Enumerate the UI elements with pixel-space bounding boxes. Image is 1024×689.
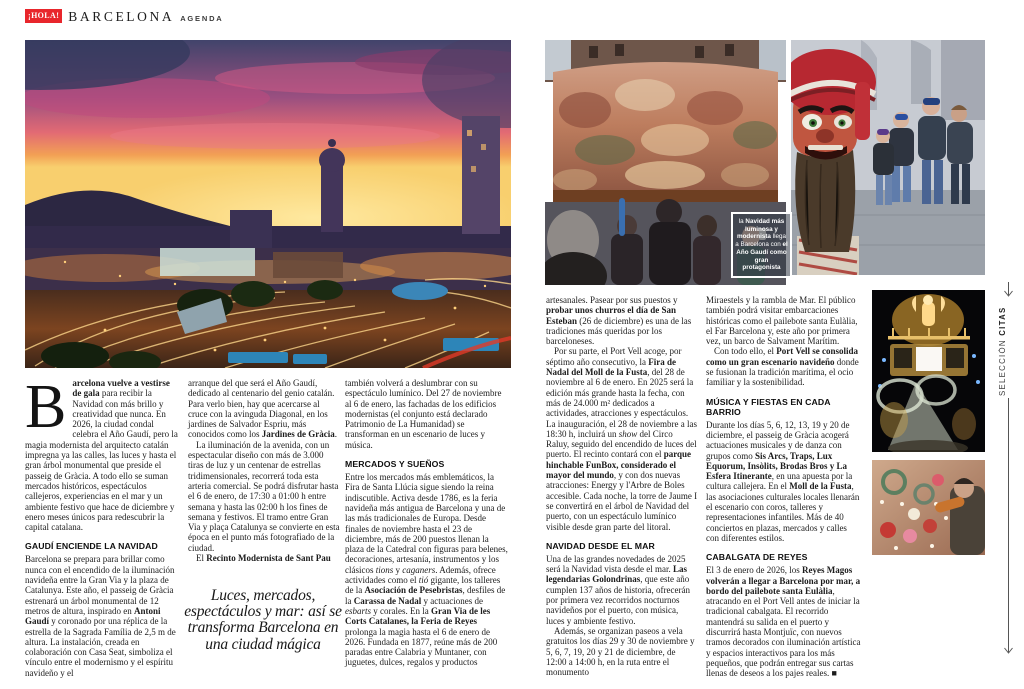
heading-gaudi-enciende: GAUDÍ ENCIENDE LA NAVIDAD [25,541,158,552]
parade-float-illustration [872,290,985,452]
ornaments-illustration [872,460,985,555]
paragraph-port-vell: Por su parte, el Port Vell acoge, por séptimo año consecutivo, la Fira de Nadal del Moll de la Fusta, del 28 de noviembre al 6 de enero. En 2025 será la edición más grande hasta la fecha, con más de 24.000 m² dedicados a actividades, atracciones y espectáculos. La inauguración, el 28 de noviembre a las 18:30 h, incluirá un show del Circo Raluy, seguido del encendido de luces del puerto. El recinto contará con el parque hinchable FunBox, considerado el mayor del mundo, y con dos nuevas atracciones: Energy y l'Arbre de Boles accesible. Cada noche, la torre de Jaume I se convertirá en el árbol de Navidad del puerto, con un espectáculo lumínico visible desde gran parte del litoral. [546,346,698,532]
column-two [188,378,340,563]
photo-giant-head-parade [791,40,985,275]
sidebar-section-label [998,304,1007,396]
paragraph-recinto: El Recinto Modernista de Sant Pau [196,553,331,564]
brand-title: BARCELONA [68,9,175,24]
placa-catalunya-illustration [25,40,511,368]
paragraph-churros: artesanales. Pasear por sus puestos y probar unos churros el día de San Esteban (26 de diciembre) es una de las tradiciones más queridas por los barceloneses. [546,295,692,347]
intro-paragraph [25,373,178,533]
paragraph-gaudi: Barcelona se prepara para brillar como nunca con el encendido de la iluminación navideña entre la Gran Via y la plaza de Catalunya. Este año, el passeig de Gràcia estrenará un árbol monumental de 12 metros de altura, inspirado en Antoni Gaudí y coronado por una réplica de la estrella de la Sagrada Família de 2,5 m de altura. La instalación, creada en colaboración con Casa Seat, simboliza el vínculo entre el modernismo y el espíritu navideño y el [25,554,176,678]
hola-logo: ¡HOLA! [25,9,62,23]
photo-market-ornaments [872,460,985,555]
column-three [345,378,508,668]
heading-mercados: MERCADOS Y SUEÑOS [345,459,445,470]
column-intro [25,373,178,678]
paragraph-iluminacion: La iluminación de la avenida, con un espectacular diseño con más de 3.000 tiras de luz y un centenar de estrellas tridimensionales, recorrerá toda esta arteria comercial. Se podrá disfrutar hasta el 6 de enero, de 17:30 a 01:00 h entre semana y hasta las 02:00 h los fines de semana y festivos. El tramo entre Gran Via y plaça Catalunya se convierte en esta época en el punto más fotografiado de la ciudad. [188,439,340,553]
heading-navidad-mar: NAVIDAD DESDE EL MAR [546,540,655,551]
paragraph-golondrinas: Una de las grandes novedades de 2025 será la Navidad vista desde el mar. Las legendarias Golondrinas, que este año cumplen 137 años de historia, ofrecerán por primera vez recorridos nocturnos navideños por el puerto, con música, luces y ambiente festivo. [546,553,690,626]
heading-cabalgata: CABALGATA DE REYES [706,552,808,563]
column-four [546,295,698,677]
paragraph-ano-gaudi: arranque del que será el Año Gaudí, dedicado al centenario del genio catalán. Para verlo bien, hay que acercarse al cruce con la avinguda Diagonal, en los jardines de Salvador Espriu, más conocidos como los Jardines de Gràcia. [188,378,337,440]
sidebar-label-selection: SELECCIÓN [998,335,1007,396]
photo-kings-parade-float [872,290,985,452]
intro-text: arcelona vuelve a vestirse de gala para recibir la Navidad con más brillo y creatividad que nunca. En 2026, la ciudad condal celebra el Año Gaudí, pero la magia modernista del arquitecto catalán impregna ya las calles, las luces y hasta el gran árbol monumental que preside el passeig de Gràcia. A todo ello se suman mercados históricos, espectáculos callejeros, experiencias en el mar y un ambiente festivo que hace de diciembre y enero meses únicos para redescubrir la capital catalana. [25,378,178,533]
photo-caption: la Navidad más luminosa y modernista llega a Barcelona con el Año Gaudí como gran protagonista [731,212,792,278]
down-arrow-line-icon [1003,398,1014,660]
paragraph-espectaculo: también volverá a deslumbrar con su espectáculo lumínico. Del 27 de noviembre al 6 de enero, las fachadas de los edificios modernistas (el conjunto está declarado Patrimonio de La Humanidad) se transforman en un escenario de luces y música. [345,378,502,450]
drop-cap: B [25,373,67,441]
column-five [706,295,861,679]
paragraph-miraestels: Miraestels y la rambla de Mar. El público también podrá visitar embarcaciones históricas como el pailebote santa Eulàlia, el Far Barcelona y, este año por primera vez, un barco de Salvament Marítim. [706,295,858,347]
paragraph-mercados: Entre los mercados más emblemáticos, la Fira de Santa Llúcia sigue siendo la reina indiscutible. Activa desde 1786, es la feria navideña más antigua de Barcelona y una de las más tradicionales de Europa. Desde finales de noviembre hasta el 23 de diciembre, más de 200 puestos llenan la plaza de la Catedral con figuras para belenes, decoraciones, artesanía, instrumentos y los clásicos tions y caganers. Además, ofrece actividades como el tió gigante, los talleres de la Asociación de Pesebristas, desfiles de la Carassa de Nadal y actuaciones de esbarts y corales. En la Gran Via de les Corts Catalanes, la Feria de Reyes prolonga la magia hasta el 6 de enero de 2026. Fundada en 1877, reúne más de 200 paradas entre Calabria y Muntaner, con juguetes, dulces, regalos y productos [345,472,508,668]
photo-placa-catalunya [25,40,511,368]
pull-quote: Luces, mercados, espectáculos y mar: así se transforma Barcelona en una ciudad mágica [184,587,342,653]
sidebar-label-citas: CITAS [998,306,1007,336]
down-arrow-icon [1003,282,1014,302]
section-label: AGENDA [180,14,224,23]
paragraph-cabalgata: El 3 de enero de 2026, los Reyes Magos volverán a llegar a Barcelona por mar, a bordo del pailebote santa Eulàlia, atracando en el Port Vell antes de iniciar la tradicional cabalgata. El recorrido mantendrá su salida en el puerto y discurrirá hasta Montjuïc, con nuevos tramos decorados con iluminación artística y espacios interactivos para los más pequeños, que podrán entregar sus cartas llenas de deseos a los pajes reales. ■ [706,565,861,679]
heading-musica-fiestas: MÚSICA Y FIESTAS EN CADA BARRIO [706,396,831,417]
paragraph-escenario: Con todo ello, el Port Vell se consolida como un gran escenario navideño donde se fusionan la tradición marítima, el ocio familiar y la sostenibilidad. [706,346,859,388]
page-header [25,9,224,23]
paragraph-paseos-vela: Además, se organizan paseos a vela gratuitos los días 29 y 30 de noviembre y 5, 6, 7, 19, 20 y 21 de diciembre, de 12:00 a 14:00 h, en la ruta entre el monumento [546,625,695,678]
paragraph-musica: Durante los días 5, 6, 12, 13, 19 y 20 de diciembre, el passeig de Gràcia acogerá actuaciones musicales y de danza con grupos como Sis Arcs, Traps, Lux Equorum, Insòlits, Brodas Bros y La Esfera Itinerante, en una apuesta por la cultura callejera. En el Moll de la Fusta, las asociaciones culturales locales llenarán el escenario con coros, talleres y representaciones infantiles. Más de 40 conciertos en plazas, mercados y calles con diferentes estilos. [706,419,860,543]
giant-head-illustration [791,40,985,275]
